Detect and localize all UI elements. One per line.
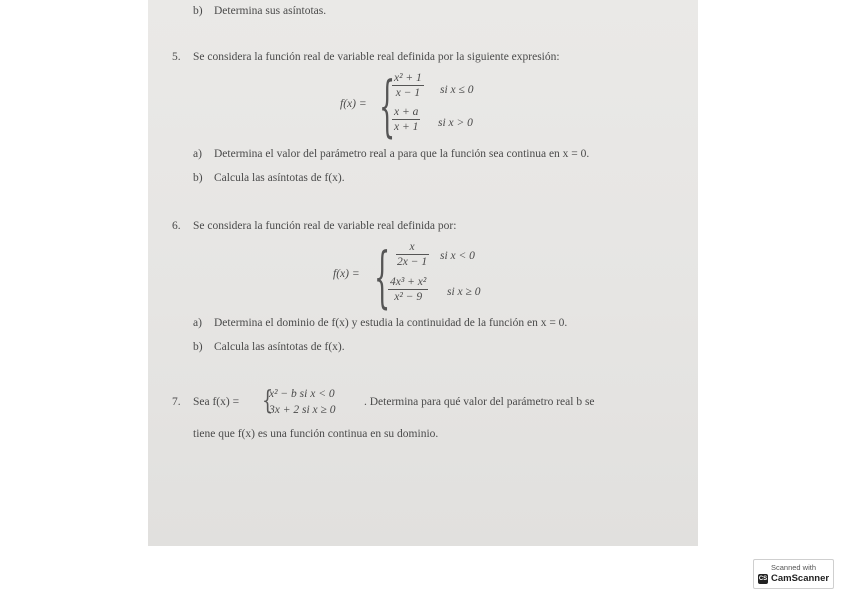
problem-statement-line2: tiene que f(x) es una función continua en su dominio. (193, 428, 439, 440)
item-label: b) (193, 341, 203, 353)
item-text: Determina el valor del parámetro real a para que la función sea continua en x = 0. (214, 148, 590, 160)
badge-brand: CamScanner (771, 573, 830, 584)
problem-statement: Se considera la función real de variable real definida por: (193, 220, 457, 232)
item-label: a) (193, 148, 202, 160)
item-label: b) (193, 5, 203, 17)
denominator: x + 1 (394, 121, 419, 133)
condition: si x ≥ 0 (447, 286, 481, 298)
problem-number: 6. (172, 220, 181, 232)
item-text: Calcula las asíntotas de f(x). (214, 341, 345, 353)
item-text: Calcula las asíntotas de f(x). (214, 172, 345, 184)
condition: si x > 0 (438, 117, 473, 129)
camscanner-logo-icon: CS (758, 576, 768, 582)
fraction (388, 276, 428, 303)
left-brace: { (374, 240, 391, 317)
numerator: x² + 1 (394, 72, 422, 84)
item-label: b) (193, 172, 203, 184)
case-line: 3x + 2 si x ≥ 0 (269, 404, 336, 416)
function-lhs: f(x) = (333, 268, 360, 280)
problem-number: 7. (172, 396, 181, 408)
problem-statement: Se considera la función real de variable real definida por la siguiente expresión: (193, 51, 560, 63)
problem-number: 5. (172, 51, 181, 63)
fraction (392, 72, 424, 99)
fraction (392, 106, 420, 133)
left-brace: { (379, 69, 396, 146)
denominator: x − 1 (395, 87, 421, 99)
numerator: x + a (394, 106, 419, 118)
denominator: x² − 9 (394, 291, 423, 303)
function-lhs: f(x) = (340, 98, 367, 110)
item-label: a) (193, 317, 202, 329)
problem-statement: . Determina para qué valor del parámetro real b se (364, 396, 595, 408)
item-text: Determina sus asíntotas. (214, 5, 327, 17)
denominator: 2x − 1 (397, 256, 428, 268)
function-lead: Sea f(x) = (193, 396, 240, 408)
case-line: x² − b si x < 0 (269, 388, 335, 400)
camscanner-badge (753, 559, 834, 589)
numerator: x (396, 241, 429, 255)
scanned-page (148, 0, 698, 546)
left-brace: { (262, 386, 274, 416)
condition: si x ≤ 0 (440, 84, 474, 96)
item-text: Determina el dominio de f(x) y estudia la continuidad de la función en x = 0. (214, 317, 568, 329)
badge-caption: Scanned with (770, 563, 817, 572)
numerator: 4x³ + x² (390, 276, 427, 288)
fraction (395, 241, 429, 268)
condition: si x < 0 (440, 250, 475, 262)
